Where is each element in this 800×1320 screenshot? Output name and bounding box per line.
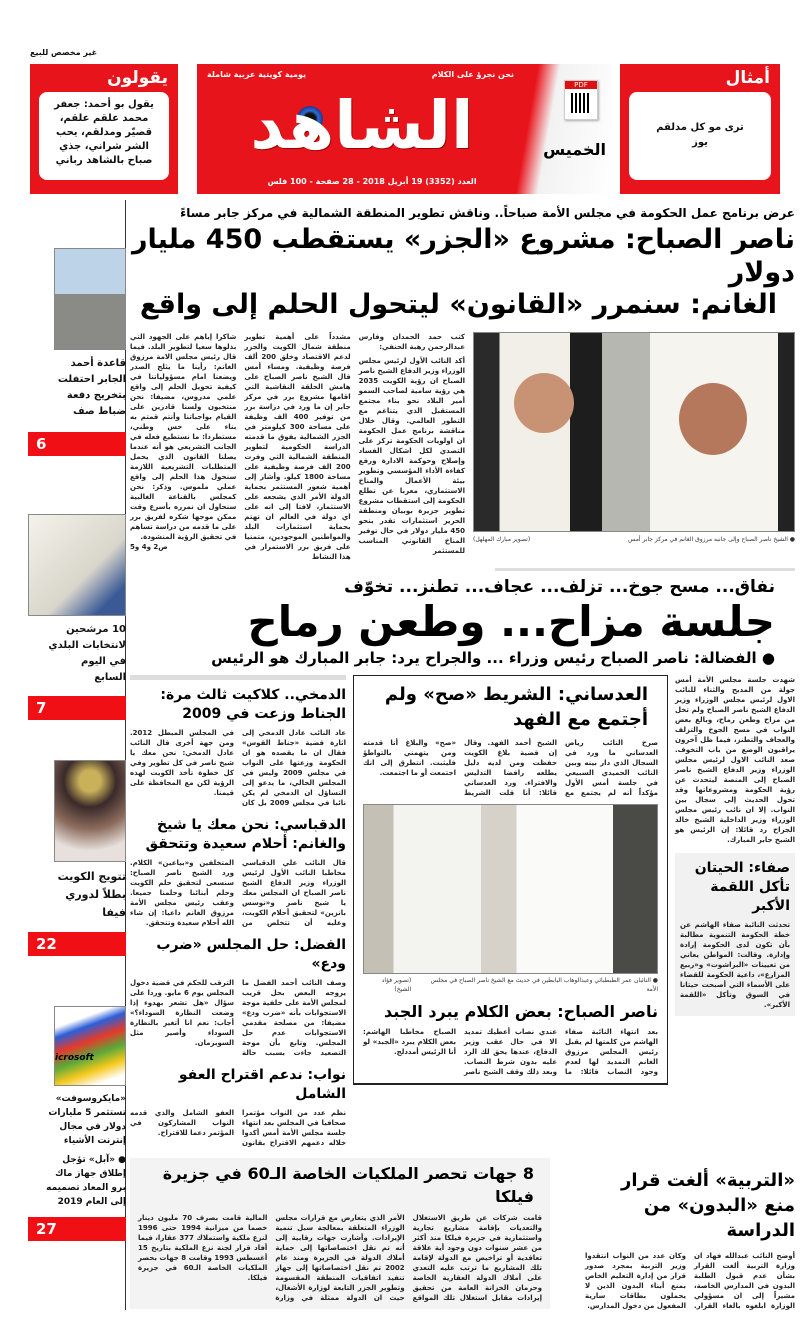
center-text-2: بعد انتهاء النائبة صفاء الهاشم من كلمتها لم يقبل رئيس المجلس مرزوق الغانم التمديد لها لعدم وجود النصاب قائلا: ما عندي نصاب أعطيك تمديد الا في حال عقب وزير الدفاع، عندها يحق لك الرد عليه بدون شرط النصاب. وبعد ذلك وقف الشيخ ناصر الصباح مخاطبا الهاشم: بعض الكلام يبرد «الجبد» لو أنا الرئيس أمددلج.: [363, 1027, 658, 1076]
proverbs-title: أمثال: [725, 68, 770, 88]
proverbs-box: [620, 64, 780, 194]
sidebar-caption: 10 مرشحين لانتخابات البلدي في اليوم السابع: [48, 624, 126, 683]
story-text: عاد النائب عادل الدمخي إلى اثارة قضية «جناط القوس» فقال ان ما يقصده هو ان الحكومة وزعتها على النواب في مجلس 2009 وليس في المجلس الحالي، ما يدعو إلى التساؤل ان الدمخي لم يكن نائبا في مجلس 2009 بل كان في المجلس المبطل 2012. ومن جهة أخرى قال النائب عادل الدمخي: نحن معك يا شيخ ناصر في كل تطوير وفي كل خطوة تأخذ الكويت لهذه الرؤية لكن مع المحافظة على قيمنا.: [130, 729, 346, 808]
article-text: شاكرا إياهم على الجهود التي بذلوها سعيا لتطوير البلد. فيما قال رئيس مجلس الامة مرزوق الغانم: رأينا ما يثلج الصدر ويضعنا امام مسؤولياتنا في كيفية تحويل الحلم إلى واقع علمي مدروس، مضيفا: نحن منتخبون ولسنا قادرين على القيام بواجباتنا وأنتم قمتم به بناء على حس وطني، مستطردا: ما نستطيع فعله في الجانب التشريعي هو أنه عندما يصلنا القانون الذي يحمل المتطلبات التشريعية اللازمة سنحول هذا الحلم إلى واقع عملي ملموس. وذكر: نحن كمجلس بالقناعة الغالبية سنحاول ان نمرره بأسرع وقت ممكن موجها شكره لفريق برر على ما قدمه من دراسة تساهم في تحقيق الرؤية المنشودة.: [130, 332, 237, 541]
center-article-box: [353, 675, 668, 1084]
photo-credit: (تصوير فؤاد الشيخ): [381, 977, 412, 994]
center-photo: [363, 804, 658, 974]
tarbia-headline: «التربية» ألغت قرار منع «البدون» من الدراسة: [621, 1170, 795, 1242]
lead-photo-block: [473, 332, 795, 544]
sayings-box: [30, 64, 178, 194]
page-number-badge: 27: [28, 1217, 126, 1241]
sidebar-caption: «مايكروسوفت» تستثمر 5 مليارات دولار في مجال إنترنت الأشياء: [48, 1094, 126, 1146]
divider: [495, 568, 795, 571]
safa-box: [675, 853, 795, 1016]
lead-headline-1: ناصر الصباح: مشروع «الجزر» يستقطب 450 مليار دولار: [131, 224, 795, 288]
pdf-label: PDF: [565, 81, 597, 89]
center-headline: العدساني: الشريط «صح» ولم أجتمع مع الفهد: [384, 684, 648, 731]
page-number-badge: 22: [28, 932, 126, 956]
right-column: [675, 675, 795, 1016]
masthead: [197, 64, 612, 194]
bottom-row: [130, 1158, 795, 1311]
sidebar-extra: ● «آبل» تؤجل إطلاق جهاز ماك برو المعاد تصميمه إلى العام 2019: [46, 1155, 126, 1207]
second-subhead: ● الفضالة: ناصر الصباح رئيس وزراء ... والجراح يرد: جابر المبارك هو الرئيس: [211, 649, 775, 668]
filaka-text: قامت شركات عن طريق الاستغلال والتعديات بإقامة مشاريع تجارية واستثمارية في جزيرة فيلكا منذ أكثر من عشر سنوات دون وجود أية علاقة تعاقدية أو تراخيص مع الدولة لإقامة تلك المشاريع ما ترتب عليه التعدي على أملاك الدولة العقارية الخاصة وحرمان الخزانة العامة من تحقيق إيرادات مقابل استغلال تلك المواقع الأمر الذي يتعارض مع قرارات مجلس الوزراء المتعلقة بمعالجة سبل تنمية الإيرادات. وأشارت جهات رقابية إلى أنه تم نقل اختصاصاتها إلى حماية أملاك الدولة في الجزيرة ومنذ عام 2002 تم نقل اختصاصاتها إلى جهاز تنفيذ اتفاقيات المنطقة المقسومة وتطوير الجزر التابعة لوزارة الأشغال، حيث ان الدولة ممثلة في وزارة المالية قامت بصرف 70 مليون دينار خصما من ميزانية 1994 حتى 1996 لنزع ملكية واستملاك 377 عقارا، فيما أفاد قرار لجنة نزع الملكية بتاريخ 15 أغسطس 1993 وقامت 8 جهات بحصر الملكيات الخاصة الـ60 في جزيرة فيلكا.: [138, 1214, 542, 1303]
proverbs-text: ترى مو كل مدلقم يوز: [629, 92, 771, 180]
page-number-badge: 7: [28, 696, 126, 720]
story-text: وصف النائب أحمد الفضل ما يروجه البعض بحل قريب لمجلس الأمة على خلفية موجة الاستجوابات بأنه «ضرب ودع» مضيفا: من مصلحة مقدمي الاستجوابات عدم حل المجلس. وتابع بأن موجة التصعيد جاءت بسبب حالة الترقب للحكم في قضية دخول المجلس يوم 6 مايو. وردا على سؤال «هل تشعر بهدوء إذا وضعت النظارة السوداء؟» أجاب: نعم انا أتغير بالنظارة السوداء وأصير مثل السوبرمان.: [130, 979, 346, 1058]
lead-photo: [473, 332, 795, 532]
microsoft-logo-photo: [54, 1006, 126, 1086]
left-stories: [130, 675, 346, 1148]
lower-row: [130, 675, 795, 1148]
story-headline: الفضل: حل المجلس «ضرب ودع»: [156, 937, 346, 973]
sidebar-caption: تتويج الكويت بطلاً لدوري فيفا: [57, 870, 126, 919]
microsoft-logo-text: icrosoft: [55, 1053, 94, 1063]
story-headline: نواب: ندعم اقتراح العفو الشامل: [178, 1067, 346, 1103]
filaka-headline: 8 جهات تحصر الملكيات الخاصة الـ60 في جزيرة فيلكا: [162, 1164, 534, 1207]
sidebar-item[interactable]: [28, 760, 126, 956]
face-placeholder: [514, 373, 574, 433]
tagline: يومية كويتية عربية شاملة: [207, 70, 307, 79]
story-headline: الدمخي.. كلاكيت ثالث مرة: الجناط وزعت في 2009: [160, 687, 346, 723]
pdf-qr-button[interactable]: [564, 80, 598, 120]
page-number-badge: 6: [28, 432, 126, 456]
face-placeholder: [679, 383, 747, 455]
caption-text: ● الشيخ ناصر الصباح وإلى جانبه مرزوق الغانم في مركز جابر أمس: [628, 535, 795, 543]
article-text: أكد النائب الأول لرئيس مجلس الوزراء وزير الدفاع الشيخ ناصر الصباح ان رؤية الكويت 2035 هي رؤية سامية لصاحب السمو أمير البلاد نحو بناء مجتمع المستقبل الذي يتناغم مع التطور العالمي. وقال خلال مناقشة برنامج عمل الحكومة ان اولويات الحكومة تركز على التصدي لكل اشكال الفساد وإصلاح وحوكمة الادارة ورفع كفاءة الأداء المؤسسي وتطوير بيئة الأعمال والمناخ الاستثماري، معربا عن تطلع الحكومة إلى استقطاب مشروع تطوير جزيرة بوبيان ومنطقة الحرير استثمارات تقدر بنحو 450 مليار دولار في حال توفير المناخ القانوني المناسب للمستثمر: [358, 356, 465, 555]
issue-line: العدد (3352) 19 أبريل 2018 - 28 صفحة - 100 فلس: [267, 177, 477, 186]
photo-credit: (تصوير مبارك المهلهل): [473, 535, 531, 543]
main-content: [130, 200, 795, 1317]
story-text: نظم عدد من النواب مؤتمرا صحافيا في المجلس بعد انتهاء جلسة مجلس الأمة أمس أكدوا خلاله دعمهم الاقتراح بقانون العفو الشامل والذي قدمه النواب المشاركون في المؤتمر دعما للاقتراح.: [130, 1109, 346, 1148]
tarbia-text: أوضح النائب عبدالله فهاد ان وزارة التربية ألغت القرار بشأن عدم قبول الطلبة البدون في المدارس الخاصة، مشيراً إلى ان مسؤولي الوزارة ابلغوه بالغاء القرار. وكان عدد من النواب انتقدوا وزير التربية بمجرد صدور قرار من إدارة التعليم الخاص بمنع أبناء البدون الذين لا يحملون بطاقات سارية المفعول من دخول المدارس.: [585, 1252, 795, 1311]
second-intro-text: شهدت جلسة مجلس الأمة أمس جولة من المديح والثناء للنائب الاول لرئيس مجلس الوزراء وزير الدفاع الشيخ ناصر الصباح ولم تخل من مزاح وطعن رماح، وبالغ بعض النواب في مسح الجوخ والتزلف والعجاف والتطنز، فيما ظل آخرون يراقبون الوضع من باب التخوف. صعد النائب الاول لرئيس مجلس الوزراء وزير الدفاع الشيخ ناصر الصباح إلى المنصة ليتحدث عن رؤية الحكومة ومشروعاتها وقد تحول الحديث إلى سجال بين النواب. إلا ان نائب رئيس مجلس الوزراء وزير الداخلية الشيخ خالد الجراح رد قائلا: إن الرئيس هو الشيخ جابر المبارك.: [675, 676, 795, 845]
article-text: مشدداً على أهمية تطوير منطقة شمال الكويت والجزر لدعم الاقتصاد وخلق 200 ألف فرصة وظيفية. ومساء أمس قال الشيخ ناصر الصباح على هامش الحلقة النقاشية التي اقامها مشروع برر في مركز جابر إن ما ورد في دراسة برر من توفير 400 الف وظيفة على مساحة 300 كيلومتر في الجزر الشمالية يفوق ما قدمته الدراسة الحكومية لتطوير المنطقة الشمالية التي وفرت 200 الف فرصة وظيفية على مساحة 1800 كيلو. وأشار إلى أهمية شعور المستثمر بحماية الدولة الأمر الذي يشجعه على الاستثمار، لافتا إلى انه على اي دولة في العالم ان تهتم بحماية استثمارات البلد والمواطنين الموجودين، متمنيا على فريق برر الاستمرار في هذا النشاط: [244, 332, 351, 561]
byline: كتب حمد الحمدان وفارس عبدالرحمن رهبة الحنفي:: [358, 332, 465, 351]
sidebar-item[interactable]: [28, 248, 126, 456]
newspaper-logo: الشاهد: [250, 87, 474, 164]
story-text: قال النائب علي الدقباسي مخاطبا النائب الأول لرئيس الوزراء وزير الدفاع الشيخ ناصر الصباح ان المجلس معك يا شيخ ناصر و«نوسس بانزين» لتحقيق أحلام الكويت، وعليه أن تتخلص من المتخلفين و«بياعين» الكلام. ورد الشيخ ناصر الصباح: سنسعى لتحقيق حلم الكويت وحلم أبنائنا وحلمنا جميعا. وعقب رئيس مجلس الأمة مرزوق الغانم داعيا: إن شاء الله أحلام سعيدة وتتحقق.: [130, 859, 346, 928]
page-reference: ص2 و4 و5: [130, 542, 168, 551]
lead-headline-2: الغانم: سنمرر «القانون» ليتحول الحلم إلى واقع: [139, 289, 777, 321]
lead-row: [130, 332, 795, 562]
sidebar-item[interactable]: [28, 1006, 126, 1241]
sidebar-item[interactable]: [28, 514, 126, 720]
qr-code-icon: [571, 93, 591, 113]
safa-text: تحدثت النائبة صفاء الهاشم عن خطة الحكومة التنموية مطالبة بأن تكون لدى الحكومة إرادة وإدارة. وقالت: المواطن يعاني من تعيينات «البراشوت» و«ربيع المزارع»، داعية الحكومة للقضاء على الأسماء التي أصبحت حيتانا في السوق وتأكل «اللقمة الأكبر».: [680, 921, 790, 1010]
center-headline-2: ناصر الصباح: بعض الكلام يبرد الجبد: [383, 1002, 658, 1022]
parade-photo: [54, 248, 126, 350]
second-headline: جلسة مزاح... وطعن رماح: [247, 596, 775, 646]
safa-headline: صفاء: الحيتان تأكل اللقمة الأكبر: [694, 860, 790, 915]
sidebar: [28, 248, 126, 1241]
filaka-box: [130, 1158, 550, 1309]
story-headline: الدقباسي: نحن معك يا شيخ والغانم: أحلام سعيدة وتتحقق: [145, 817, 346, 853]
trophy-photo: [54, 760, 126, 862]
tarbia-story: [585, 1158, 795, 1311]
center-photo-caption: [363, 976, 658, 994]
day-label: الخميس: [543, 140, 606, 159]
divider: [130, 675, 346, 680]
sayings-text: يقول بو أحمد: جعفر محمد علقم علقم، قصيّر ومدلقم، يحب الشر شراني، جذي صباح بالشاهد رباني: [39, 92, 169, 180]
center-text: صرح النائب رياض العدساني ما ورد في السجال الذي دار بينه وبين النائب الحميدي السبيعي في جلسة أمس الأول مؤكداً أنه لم يجتمع مع الشيخ أحمد الفهد. وقال إن قضية بلاغ الكويت حفظت ومن لديه دليل يطلعه رافضا التدليس والافتراء. ورد العدساني قائلا: أنا قلت الشريط «صح» والبلاغ أنا قدمته ومن يتهمني بالتواطؤ فليثبت. انتطرق إلى انك اجتمعت أو ما اجتمعت.: [363, 739, 658, 798]
slogan: نحن نجرؤ على الكلام: [431, 70, 514, 79]
lead-photo-caption: [473, 535, 795, 544]
lead-text-columns: [130, 332, 465, 562]
second-kicker: نفاق... مسح جوخ... تزلف... عجاف... تطنز... تخوّف: [344, 576, 775, 597]
not-for-sale-note: غير مخصص للبيع: [30, 48, 98, 57]
lead-kicker: عرض برنامج عمل الحكومة في مجلس الأمة صباحاً.. وناقش تطوير المنطقة الشمالية في مركز جابر مساءً: [180, 206, 795, 220]
candidates-photo: [28, 514, 126, 616]
sayings-title: يقولون: [107, 68, 168, 88]
caption-text: ● النائبان عمر الطبطبائي وعبدالوهاب البابطين في حديث مع الشيخ ناصر الصباح في مجلس الأمة: [430, 977, 658, 994]
sidebar-caption: قاعدة أحمد الجابر احتفلت بتخريج دفعة ضباط صف: [57, 358, 126, 417]
